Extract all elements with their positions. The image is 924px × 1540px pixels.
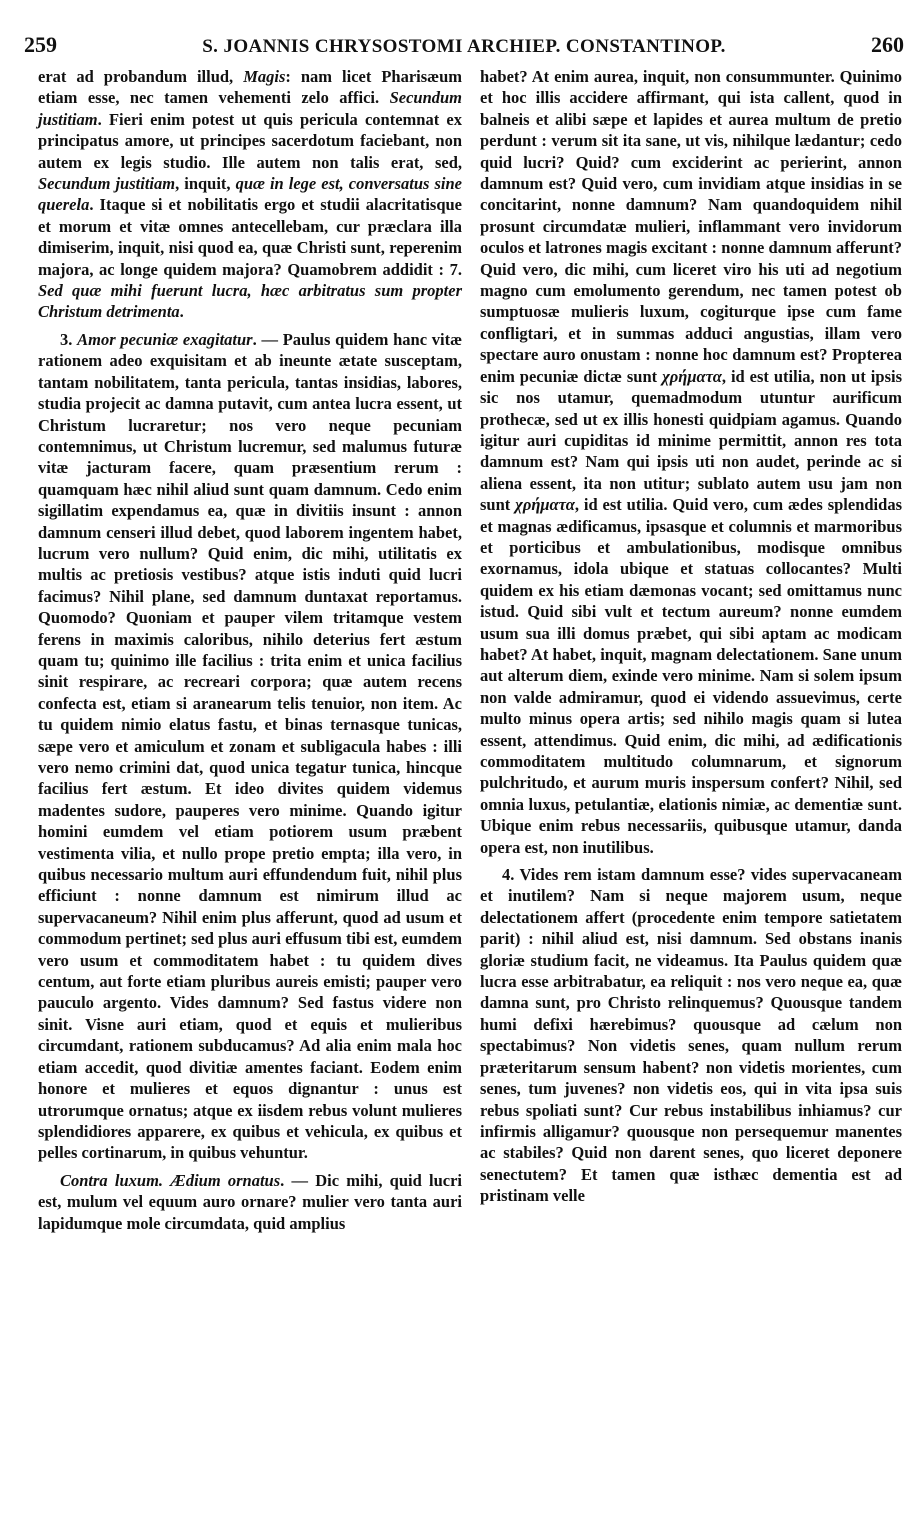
running-header bbox=[24, 32, 904, 58]
text-run: . — Paulus quidem hanc vitæ rationem adeo exquisitam et ab ineunte ætate susceptam, tantam nobilitatem, tanta pericula, tantas insidias, labores, studia projecit ac damna putavit, cum antea lucra essent, ut Christum lucraretur; nos vero neque pecuniam contemnimus, ut Christum lucremur, sed malumus futuræ vitæ jacturam facere, quam præsentium rerum : quamquam hæc nihil aliud sunt quam damnum. Cedo enim sigillatim expendamus ea, quæ in divitiis insunt : annon damnum censeri illud debet, quod laborem ingentem habet, lucrum vero nullum? Quid enim, dic mihi, utilitatis ex multis ac pretiosis vestibus? atque istis induti quid lucri facimus? Nihil plane, sed damnum duntaxat reportamus. Quomodo? Quoniam et pauper vilem tritamque vestem ferens in maximis caloribus, nihilo deterius fert æstum quam tu; quinimo ille facilius : trita enim et unica facilius sinit respirare, ac recreari corpora; quæ autem recens confecta est, etiam si aranearum telis tenuior, non item. Ac tu quidem nimio elatus fastu, et binas ternasque tunicas, sæpe vero et amiculum et zonam et subligacula habes : illi vero nemo crimini dat, quod unica tegatur tunica, hincque facilius fert æstum. Et ideo divites quidem videmus madentes sudore, pauperes vero minime. Quando igitur homini eumdem vel etiam potiorem usum præbent vestimenta vilia, et nullo prope pretio empta; illa vero, in quibus necessario multum auri effundendum fuit, nihil plus efficiunt : nonne damnum est nimirum illud ac supervacaneum? Nihil enim plus afferunt, quod ad usum et commodum pertinet; sed plus auri effusum tibi est, eumdem vero usum et commoditatem habet : tu quidem dives centum, aut forte etiam pluribus aureis emisti; pauper vero pauculo argento. Vides damnum? Sed fastus videre non sinit. Visne auri etiam, quod et equis et mulieribus circumdant, rationem subducamus? Ad alia enim mala hoc etiam accedit, quod divitiæ amentes faciant. Eodem enim honore et mulieres et equos dignantur : unus est utrorumque ornatus; atque ex iisdem rebus volunt mulieres splendidiores apparere, ex quibus et vehicula, ex quibus et pelles cortinarum, in quibus vehuntur. bbox=[38, 329, 463, 1163]
paragraph bbox=[480, 66, 902, 858]
italic-run: Contra luxum. Ædium ornatus bbox=[60, 1170, 281, 1190]
paragraph bbox=[38, 66, 462, 323]
page-number-right: 260 bbox=[871, 32, 904, 57]
text-run: . Fieri enim potest ut quis pericula contemnat ex principatus amore, ut principes sacerdotum faciebant, non autem ex legis studio. Ille autem non talis erat, sed, bbox=[38, 109, 462, 172]
italic-run: Sed quæ mihi fuerunt lucra, hæc arbitratus sum propter Christum detrimenta bbox=[38, 281, 462, 322]
text-run: habet? At enim aurea, inquit, non consummunter. Quinimo et hoc illis accidere affirmant, qui ista callent, quod in balneis et alibi sæpe et lapides et aurea multum de pretio perdunt : verum sit ita sane, ut vis, nihilque lædantur; cedo quid lucri? Quid? cum exciderint ac perierint, annon damnum est? Quid vero, cum invidiam atque insidias in se concitarint, nonne damnum? Nam quandoquidem nihil prosunt circumdatæ mulieri, inflammant vero invidorum oculos et latrones magis excitant : nonne damnum afferunt? Quid vero, dic mihi, cum liceret viro his uti ad negotium magno cum emolumento gerendum, nec tamen potest ob sumptuosæ mulieris luxum, cogiturque ipse cum fame confligtari, et in summas adduci angustias, illam vero spectare auro onustam : nonne hoc damnum est? Propterea enim pecuniæ dictæ sunt bbox=[480, 67, 902, 386]
text-run: , inquit, bbox=[175, 174, 236, 194]
running-title: S. JOANNIS CHRYSOSTOMI ARCHIEP. CONSTANTINOP. bbox=[202, 36, 726, 57]
italic-run: Secundum justitiam bbox=[38, 88, 462, 129]
paragraph bbox=[38, 1170, 462, 1234]
page-number-left: 259 bbox=[24, 32, 57, 57]
left-column bbox=[38, 66, 462, 1240]
text-run: : nam licet Pharisæum etiam esse, nec tamen vehementi zelo affici. bbox=[38, 67, 463, 108]
text-run: 3. bbox=[60, 329, 78, 349]
italic-run: Secundum justitiam bbox=[38, 174, 176, 194]
italic-run: quæ in lege est, conversatus sine querela bbox=[38, 174, 462, 215]
greek-word: χρήματα bbox=[515, 495, 575, 515]
text-run: , id est utilia. Quid vero, cum ædes splendidas et magnas ædificamus, ipsasque et columnis et marmoribus et porticibus et ambulationibus, modisque omnibus exornamus, idola ubique et statuas collocantes? Multi quidem ex his etiam dæmonas vocant; sed omittamus nunc istud. Quid sibi vult et tectum aureum? nonne eumdem usum sua illi domus præbet, qui sibi aptam ac modicam habet? At habet, inquit, magnam delectationem. Sane unum aut alterum diem, exinde vero minime. Nam si solem ipsum non valde admiramur, quod ei videndo assuevimus, certe multo minus opera artis; sed nihilo magis quam si lutea essent, attendimus. Quid enim, dic mihi, ad ædificationis commoditatem multitudo columnarum, et signorum pulchritudo, et aurum muris inspersum confert? Nihil, sed omnia luxus, petulantiæ, elationis nimiæ, ac dementiæ sunt. Ubique enim rebus necessariis, quibusque utamur, danda opera est, non inutilibus. bbox=[480, 495, 902, 857]
text-run: , id est utilia, non ut ipsis sic nos utamur, quemadmodum utuntur aurificum prothecæ, sed ut ex illis honesti quidpiam agamus. Quando igitur auri cupiditas id minime permittit, annon res tota damnum est? Nam qui ipsis uti non audet, perinde ac si aliena essent, ita non utitur; sublato autem usu jam non sunt bbox=[480, 366, 902, 515]
text-run: . Itaque si et nobilitatis ergo et studii alacritatisque et morum et vitæ omnes antecellebam, cur præclara illa dimiserim, inquit, nisi quod ea, quæ Christi sunt, reperenim majora, ac longe quidem majora? Quamobrem addidit : 7. bbox=[38, 195, 462, 279]
text-run: erat ad probandum illud, bbox=[38, 67, 244, 86]
text-run: . bbox=[179, 302, 184, 322]
text-run: 4. Vides rem istam damnum esse? vides supervacaneam et inutilem? Nam si neque majorem usum, neque delectationem affert (procedente enim tempore satietatem parit) : nihil aliud est, nisi damnum. Sed obstans inanis gloriæ studium facit, ne videamus. Ita Paulus quidem quæ lucra esse arbitrabatur, ea reliquit : nos vero neque ea, quæ damna sunt, pro Christo relinquemus? Quousque tandem humi defixi hærebimus? quousque ad cælum non spectabimus? Non videtis senes, quam nullum rerum præteritarum sensum habent? non videtis morientes, cum senes, tum juvenes? non videtis eos, qui in vita ipsa suis rebus spoliati sunt? Cur rebus instabilibus inhiamus? cur infirmis alligamur? quousque non persequemur manentes ac stabiles? Quid non darent senes, quo liceret deponere senectutem? Et tamen quæ isthæc dementia est ad pristinam velle bbox=[480, 865, 902, 1206]
paragraph bbox=[38, 329, 462, 1164]
greek-word: χρήματα bbox=[662, 366, 722, 386]
italic-run: Magis bbox=[243, 67, 286, 86]
text-run: . — Dic mihi, quid lucri est, mulum vel equum auro ornare? mulier vero tanta auri lapidumque mole circumdata, quid amplius bbox=[38, 1170, 462, 1233]
paragraph bbox=[480, 864, 902, 1207]
italic-run: Amor pecuniæ exagitatur bbox=[77, 329, 253, 349]
right-column bbox=[480, 66, 902, 1213]
